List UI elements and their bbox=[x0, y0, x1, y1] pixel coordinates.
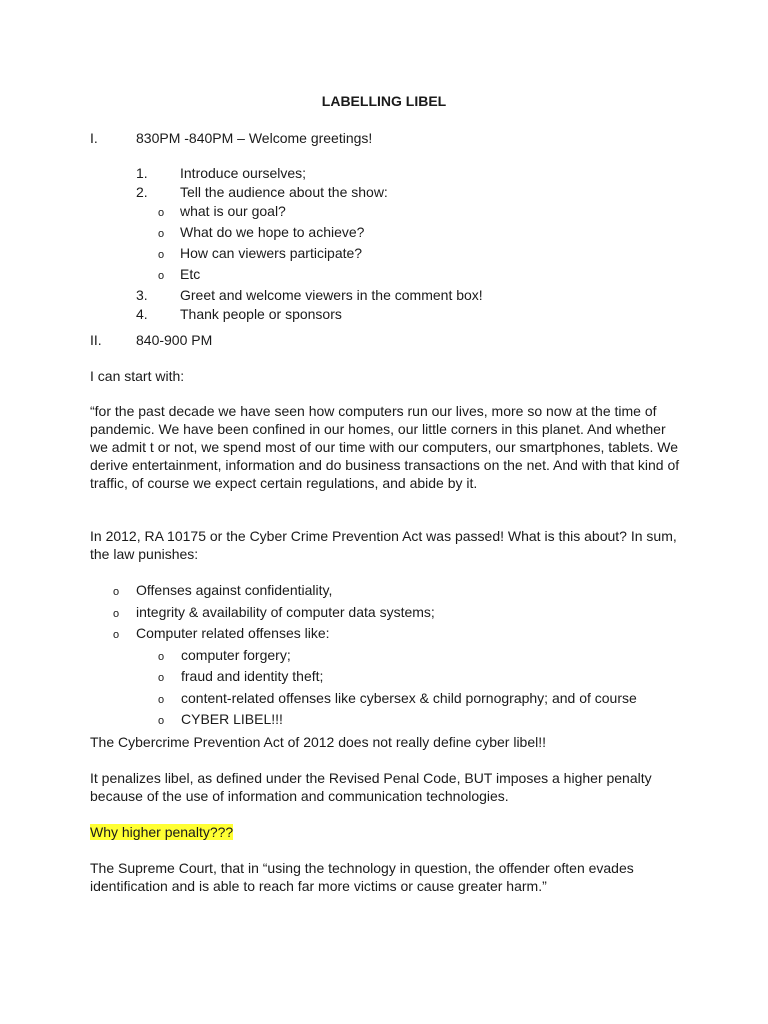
bullet-icon: o bbox=[158, 207, 165, 219]
list-item: o computer forgery; bbox=[113, 646, 637, 668]
bullet-icon: o bbox=[158, 650, 165, 663]
list-item: 2. Tell the audience about the show: bbox=[136, 184, 388, 200]
section-1-heading bbox=[90, 129, 372, 147]
list-item: o what is our goal? bbox=[136, 202, 483, 223]
list-item: 3. Greet and welcome viewers in the comment box! bbox=[136, 287, 483, 303]
list-item: o Computer related offenses like: bbox=[113, 624, 637, 646]
why-paragraph bbox=[90, 823, 680, 841]
list-item: o What do we hope to achieve? bbox=[136, 223, 483, 244]
offenses-list bbox=[113, 581, 637, 732]
section-2-heading bbox=[90, 331, 212, 349]
section-2-numeral: II. bbox=[90, 332, 102, 348]
penalizes-paragraph: It penalizes libel, as defined under the Revised Penal Code, BUT imposes a higher penalty because of the use of information and communication technologies. bbox=[90, 770, 652, 804]
bullet-icon: o bbox=[113, 629, 120, 641]
list-item: o content-related offenses like cybersex & child pornography; and of course bbox=[113, 689, 637, 711]
court-paragraph: The Supreme Court, that in “using the technology in question, the offender often evades identification and is able to reach far more victims or cause greater harm.” bbox=[90, 860, 634, 894]
section-2-heading-text: 840-900 PM bbox=[136, 332, 213, 348]
quote-paragraph: “for the past decade we have seen how computers run our lives, more so now at the time of pandemic. We have been confined in our homes, our little corners in this planet. And whether we admit t or not, we spend most of our time with our computers, our smartphones, tablets. We derive entertainment, information and do business transactions on the net. And with that kind of traffic, of course we expect certain regulations, and abide by it. bbox=[90, 403, 680, 491]
define-paragraph: The Cybercrime Prevention Act of 2012 does not really define cyber libel!! bbox=[90, 734, 547, 750]
bullet-icon: o bbox=[113, 607, 120, 620]
bullet-icon: o bbox=[158, 249, 165, 261]
list-item: o How can viewers participate? bbox=[136, 244, 483, 265]
section-1-heading-text: 830PM -840PM – Welcome greetings! bbox=[136, 130, 373, 146]
highlighted-question: Why higher penalty??? bbox=[90, 824, 234, 840]
list-item: o CYBER LIBEL!!! bbox=[113, 710, 637, 732]
intro-paragraph: I can start with: bbox=[90, 368, 185, 384]
list-item: o fraud and identity theft; bbox=[113, 667, 637, 689]
list-item: o Etc bbox=[136, 265, 483, 286]
bullet-icon: o bbox=[158, 693, 165, 706]
bullet-icon: o bbox=[158, 715, 165, 727]
list-item: o integrity & availability of computer data systems; bbox=[113, 603, 637, 625]
bullet-icon: o bbox=[158, 228, 165, 240]
welcome-agenda-list bbox=[136, 164, 483, 324]
bullet-icon: o bbox=[158, 672, 165, 684]
ra-paragraph: In 2012, RA 10175 or the Cyber Crime Prevention Act was passed! What is this about? In sum, the law punishes: bbox=[90, 528, 677, 562]
list-item: 1. Introduce ourselves; bbox=[136, 165, 307, 181]
bullet-icon: o bbox=[158, 270, 165, 282]
section-1-numeral: I. bbox=[90, 130, 98, 146]
list-item: o Offenses against confidentiality, bbox=[113, 581, 637, 603]
document-title: LABELLING LIBEL bbox=[321, 93, 447, 109]
bullet-icon: o bbox=[113, 586, 120, 598]
list-item: 4. Thank people or sponsors bbox=[136, 306, 342, 322]
